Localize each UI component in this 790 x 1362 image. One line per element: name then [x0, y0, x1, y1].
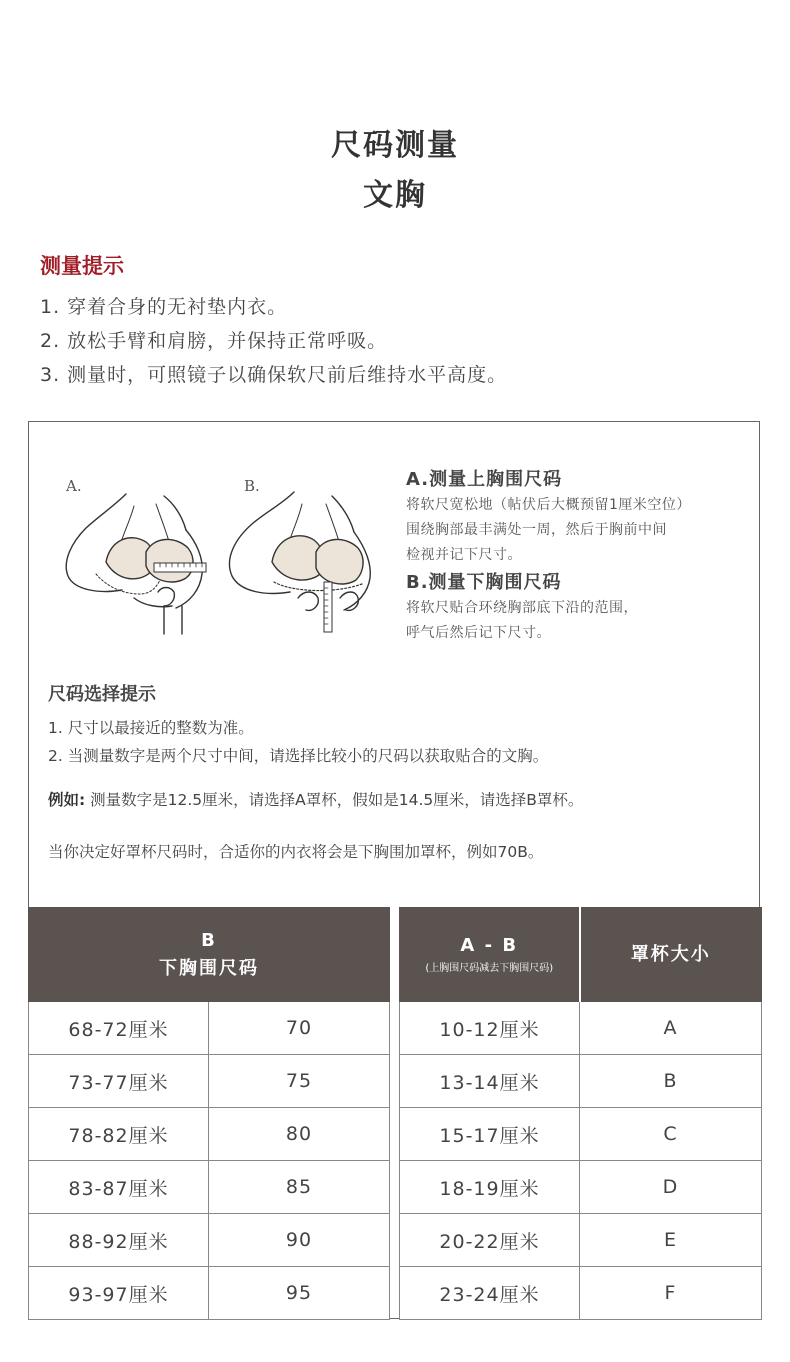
diff-header-label: A - B	[460, 934, 519, 956]
cup-cell: D	[580, 1161, 762, 1214]
diff-cell: 18-19厘米	[400, 1161, 580, 1214]
tips-heading: 测量提示	[40, 254, 124, 278]
cup-size-table	[399, 907, 762, 1320]
upper-bust-line: 将软尺宽松地（帖伏后大概预留1厘米空位）	[406, 497, 691, 513]
selection-heading: 尺码选择提示	[48, 684, 156, 705]
band-range-cell: 93-97厘米	[29, 1267, 209, 1320]
under-bust-line: 呼气后然后记下尺寸。	[406, 625, 551, 641]
size-note: 当你决定好罩杯尺码时，合适你的内衣将会是下胸围加罩杯，例如70B。	[48, 843, 544, 861]
diff-header	[400, 908, 580, 1002]
band-size-cell: 95	[209, 1267, 390, 1320]
cup-cell: F	[580, 1267, 762, 1320]
table-row	[29, 1055, 390, 1108]
cup-cell: E	[580, 1214, 762, 1267]
band-header-letter: B	[201, 929, 217, 951]
upper-bust-line: 检视并记下尺寸。	[406, 547, 522, 563]
selection-list	[48, 714, 548, 770]
band-size-cell: 75	[209, 1055, 390, 1108]
table-row	[400, 1108, 762, 1161]
selection-item: 2. 当测量数字是两个尺寸中间，请选择比较小的尺码以获取贴合的文胸。	[48, 747, 549, 765]
example-label: 例如:	[48, 791, 86, 809]
cup-cell: C	[580, 1108, 762, 1161]
under-bust-heading: B.测量下胸围尺码	[406, 572, 562, 593]
table-row	[400, 1002, 762, 1055]
table-row	[29, 1161, 390, 1214]
tip-item: 3. 测量时，可照镜子以确保软尺前后维持水平高度。	[40, 364, 508, 386]
band-range-cell: 68-72厘米	[29, 1002, 209, 1055]
band-range-cell: 88-92厘米	[29, 1214, 209, 1267]
table-row	[29, 1002, 390, 1055]
diff-cell: 10-12厘米	[400, 1002, 580, 1055]
upper-bust-line: 围绕胸部最丰满处一周，然后于胸前中间	[406, 522, 667, 538]
band-size-cell: 70	[209, 1002, 390, 1055]
band-header-label: 下胸围尺码	[159, 957, 259, 979]
table-row	[400, 1267, 762, 1320]
example-text	[48, 788, 583, 810]
measuring-illustration	[44, 466, 384, 646]
band-table-header	[29, 908, 390, 1002]
band-size-cell: 85	[209, 1161, 390, 1214]
upper-bust-heading: A.测量上胸围尺码	[406, 469, 563, 490]
page-title: 尺码测量	[331, 128, 459, 163]
tip-item: 1. 穿着合身的无衬垫内衣。	[40, 296, 288, 318]
under-bust-line: 将软尺贴合环绕胸部底下沿的范围，	[406, 600, 638, 616]
figure-a-drawing	[66, 494, 206, 634]
tip-item: 2. 放松手臂和肩膀，并保持正常呼吸。	[40, 330, 388, 352]
table-row	[29, 1214, 390, 1267]
figure-b-drawing	[229, 492, 370, 632]
cup-cell: A	[580, 1002, 762, 1055]
band-range-cell: 73-77厘米	[29, 1055, 209, 1108]
cup-header-label: 罩杯大小	[630, 943, 711, 965]
page-subtitle: 文胸	[363, 178, 427, 213]
selection-item: 1. 尺寸以最接近的整数为准。	[48, 719, 254, 737]
example-body: 测量数字是12.5厘米，请选择A罩杯，假如是14.5厘米，请选择B罩杯。	[85, 791, 584, 809]
tips-list	[40, 290, 507, 392]
table-row	[29, 1267, 390, 1320]
table-row	[400, 1161, 762, 1214]
band-range-cell: 78-82厘米	[29, 1108, 209, 1161]
table-row	[400, 1055, 762, 1108]
diff-cell: 23-24厘米	[400, 1267, 580, 1320]
figure-a-label: A.	[66, 477, 82, 495]
diff-cell: 20-22厘米	[400, 1214, 580, 1267]
diff-cell: 13-14厘米	[400, 1055, 580, 1108]
band-range-cell: 83-87厘米	[29, 1161, 209, 1214]
band-size-cell: 80	[209, 1108, 390, 1161]
measure-instructions	[406, 467, 756, 646]
figure-b-label: B.	[244, 477, 260, 495]
band-size-cell: 90	[209, 1214, 390, 1267]
cup-header	[580, 908, 762, 1002]
cup-cell: B	[580, 1055, 762, 1108]
table-row	[400, 1214, 762, 1267]
diff-cell: 15-17厘米	[400, 1108, 580, 1161]
band-size-table	[28, 907, 390, 1320]
table-row	[29, 1108, 390, 1161]
diff-header-note: (上胸围尺码减去下胸围尺码)	[425, 962, 554, 974]
